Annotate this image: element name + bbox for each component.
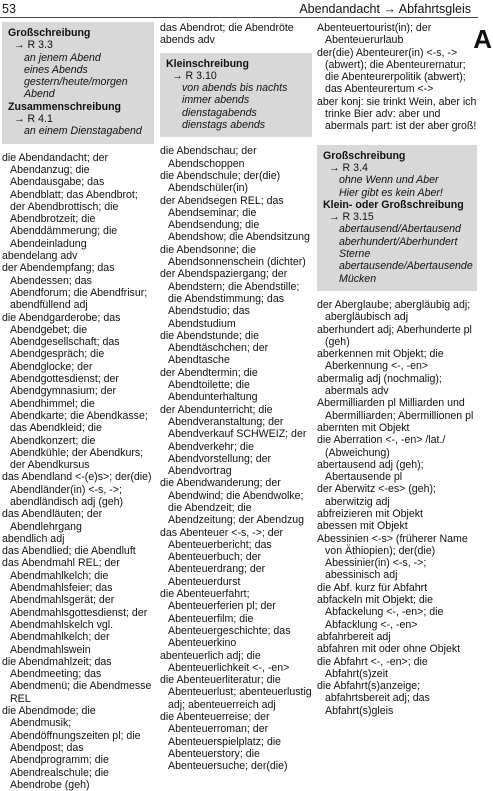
dictionary-entry: der Abendunterricht; die Abendveranstaltung; der Abendverkauf SCHWEIZ; der Abendverkehr; die Abendvorstellung; der Abendvortrag (160, 403, 307, 478)
dictionary-entry: aberhundert adj; Aberhunderte pl (geh) (317, 323, 472, 348)
info-box-1 (2, 22, 154, 144)
dictionary-entry: die Abendstunde; die Abendtäschchen; der Abendtasche (160, 329, 269, 367)
dictionary-entry: abendelang adv (2, 250, 78, 263)
dictionary-entry: das Abendläuten; der Abendlehrgang (2, 508, 103, 533)
dictionary-entry: abends adv (160, 34, 215, 47)
dictionary-entry: die Abendgarderobe; das Abendgebet; die Abendgesellschaft; das Abendgespräch; die Abendglocke; der Abendgottesdienst; der Abendgymnasium; der Abendhimmel; die Abendkarte; die Abendkasse; das Abendkleid; die Abendkonzert; die Abendkühle; der Abendkurs; der Abendkursus (2, 311, 148, 472)
dictionary-entry: Abermilliarden pl Milliarden und Abermilliarden; Abermillionen pl (317, 397, 474, 422)
info-box-3 (317, 145, 477, 291)
dictionary-entry: der Abendspaziergang; der Abendstern; die Abendstille; die Abendstimmung; das Abendstudio; das Abendstudium (160, 268, 300, 330)
thumb-index (473, 22, 493, 62)
dictionary-entry: die Abendmahlzeit; das Abendmeeting; das Abendmenü; die Abendmesse REL (2, 655, 152, 705)
column-3 (317, 22, 477, 717)
dictionary-entry: die Abendwanderung; der Abendwind; die Abendwolke; die Abendzeit; die Abendzeitung; der Abendzug (160, 477, 305, 527)
dictionary-entry: die Abendmode; die Abendmusik; Abendöffnungszeiten pl; die Abendpost; das Abendprogramm; die Abendrealschule; die Abendrobe (geh) (2, 705, 141, 791)
example-phrase: ohne Wenn und Aber (339, 174, 439, 187)
dictionary-entry: die Abendsonne; die Abendsonnenschein (dichter) (160, 243, 306, 269)
dictionary-entry: das Abendlied; die Abendluft (2, 545, 136, 558)
column-1 (2, 22, 154, 791)
dictionary-entry: die Aberration <-, -en> /lat./ (Abweichung) (317, 434, 446, 459)
dictionary-entry: abermalig adj (nochmalig); abermals adv (317, 372, 442, 398)
example-phrase: aberhundert/Aberhundert Sterne (339, 235, 458, 261)
box-heading: Großschreibung (8, 27, 91, 39)
entry-list-3-top (317, 22, 477, 133)
example-phrase: an jenem Abend (24, 51, 101, 64)
dictionary-entry: das Abendrot; die Abendröte (160, 22, 294, 34)
dictionary-entry: der Abendempfang; das Abendessen; das Abendforum; die Abendfrisur; abendfüllend adj (2, 262, 148, 312)
dictionary-entry: abfahren mit oder ohne Objekt (317, 643, 461, 656)
dictionary-entry: die Abf. kurz für Abfahrt (317, 581, 428, 594)
dictionary-entry: das Abenteuer <-s, ->; der Abenteuerbericht; das Abenteuerbuch; der Abenteuerdrang; der Abenteuerdurst (160, 526, 284, 588)
dictionary-entry: der Abendtermin; die Abendtoilette; die Abendunterhaltung (160, 366, 258, 404)
page-number: 53 (2, 2, 16, 16)
dictionary-entry: das Abendmahl REL; der Abendmahlkelch; die Abendmahlsfeier; das Abendmahlsgerät; der Abendmahlsgottesdienst; der Abendmahlskelch vgl. Abendmahlkelch; der Abendmahlswein (2, 557, 148, 656)
dictionary-entry: abfackeln mit Objekt; die Abfackelung <-, -en>; die Abfacklung <-, -en> (317, 594, 444, 631)
dictionary-entry: die Abfahrt <-, -en>; die Abfahrt(s)zeit (317, 655, 428, 680)
entry-list-2 (160, 145, 312, 772)
example-phrase: gestern/heute/morgen Abend (24, 76, 128, 101)
example-phrase: an einem Dienstagabend (24, 125, 142, 138)
dictionary-entry: das Abendland <-(e)s>; der(die) Abendländer(in) <-s, ->; abendländisch adj (geh) (2, 471, 152, 508)
entry-list-1 (2, 152, 154, 791)
dictionary-entry: abenteuerlich adj; die Abenteuerlichkeit <-, -en> (160, 649, 290, 674)
dictionary-entry: die Abendschau; der Abendschoppen (160, 145, 257, 170)
dictionary-entry: Abenteuertourist(in); der Abenteuerurlaub (317, 22, 432, 47)
dictionary-entry: die Abendandacht; der Abendanzug; die Abendausgabe; das Abendblatt; das Abendbrot; der Abendbrottisch; die Abendbrotzeit; die Abenddämmerung; die Abendeinladung (2, 151, 138, 250)
box-heading: Kleinschreibung (166, 57, 249, 70)
dictionary-entry: die Abfahrt(s)anzeige; abfahrtsbereit adj; das Abfahrt(s)gleis (317, 680, 430, 717)
example-phrase: abertausend/Abertausend (339, 223, 461, 236)
example-phrase: dienstagabends (182, 106, 257, 119)
dictionary-entry: Abessinien <-s> (früherer Name von Äthiopien); der(die) Abessinier(in) <-s, ->; abessinisch adj (317, 532, 468, 582)
rule-reference: → R 4.1 (14, 113, 53, 126)
example-phrase: abertausende/Abertausende Mücken (339, 260, 473, 285)
dictionary-entry: der Aberwitz <-es> (geh); aberwitzig adj (317, 483, 436, 508)
dictionary-entry: abendlich adj (2, 532, 65, 545)
dictionary-entry: aberkennen mit Objekt; die Aberkennung <-, -en> (317, 348, 444, 373)
info-box-2 (160, 53, 312, 138)
dictionary-entry: abernten mit Objekt (317, 421, 410, 434)
entry-list-3 (317, 299, 477, 717)
rule-reference: → R 3.10 (172, 69, 217, 82)
box-heading: Klein- oder Großschreibung (323, 198, 464, 211)
dictionary-entry: abfahrbereit adj (317, 630, 391, 643)
example-phrase: dienstags abends (182, 119, 266, 132)
example-phrase: Hier gibt es kein Aber! (339, 186, 443, 199)
dictionary-entry: die Abenteuerliteratur; die Abenteuerlust; abenteuerlustig adj; abenteuerreich adj (160, 674, 312, 711)
dictionary-entry: der(die) Abenteurer(in) <-s, -> (abwert); die Abenteurernatur; die Abenteurerpolitik (abwert); das Abenteurertum <-> (317, 46, 466, 96)
example-phrase: von abends bis nachts (182, 82, 288, 95)
thumb-letter: A (473, 24, 492, 54)
column-2 (160, 22, 312, 773)
dictionary-entry: die Abenteuerfahrt; Abenteuerferien pl; der Abenteuerfilm; die Abenteuergeschichte; das Abenteuerkino (160, 588, 291, 650)
running-title: Abendandacht → Abfahrtsgleis (299, 2, 471, 16)
dictionary-entry: abertausend adj (geh); Abertausende pl (317, 458, 424, 484)
dictionary-entry: der Aberglaube; abergläubig adj; abergläubisch adj (317, 298, 471, 324)
rule-reference: → R 3.3 (14, 39, 53, 52)
rule-reference: → R 3.4 (329, 161, 368, 174)
dictionary-entry: der Abendsegen REL; das Abendseminar; die Abendsendung; die Abendshow; die Abendsitzung (160, 194, 310, 244)
example-phrase: immer abends (182, 94, 250, 107)
rule-reference: → R 3.15 (329, 211, 374, 224)
page-header (0, 0, 493, 20)
dictionary-entry: die Abenteuerreise; der Abenteuerroman; der Abenteuerspielplatz; die Abenteuerstory; die Abenteuersuche; der(die) (160, 711, 288, 773)
example-phrase: eines Abends (24, 63, 88, 76)
entry-list-2-top (160, 22, 312, 47)
dictionary-entry: die Abendschule; der(die) Abendschüler(in) (160, 169, 281, 195)
header-rule (0, 17, 478, 18)
box-heading: Großschreibung (323, 149, 406, 162)
dictionary-entry: abessen mit Objekt (317, 520, 408, 533)
dictionary-entry: aber konj: sie trinkt Wein, aber ich trinke Bier adv: aber und abermals part: ist der aber groß! (317, 95, 477, 133)
box-heading: Zusammenschreibung (8, 100, 122, 113)
dictionary-entry: abfreizieren mit Objekt (317, 507, 423, 520)
